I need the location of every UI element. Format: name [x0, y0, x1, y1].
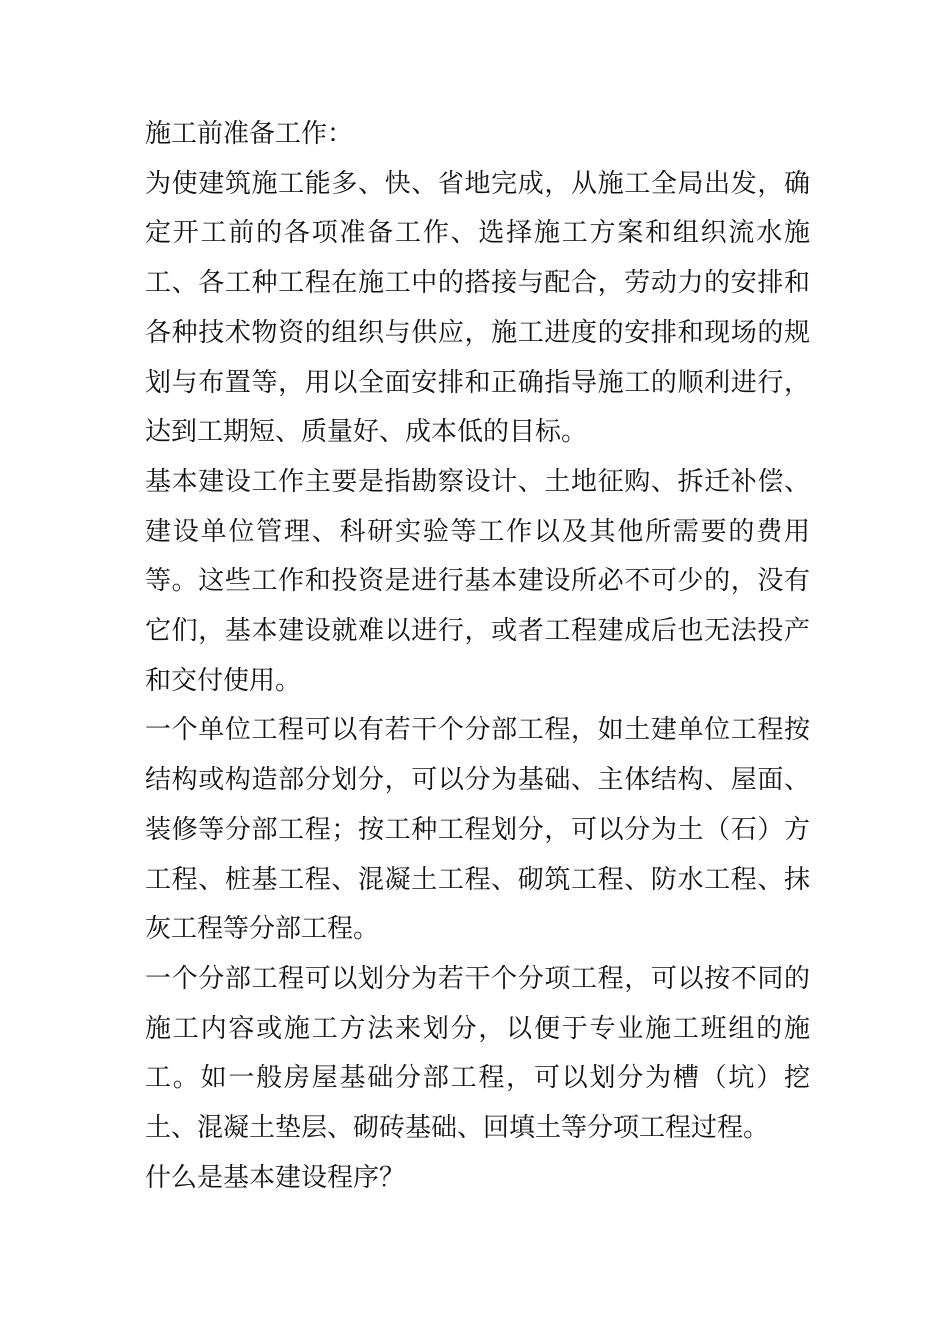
paragraph-division-project: 一个分部工程可以划分为若干个分项工程，可以按不同的施工内容或施工方法来划分，以便于专业施工班组的施工。如一般房屋基础分部工程，可以划分为槽（坑）挖土、混凝土垫层、砌砖基础、回填土等分项工程过程。 — [145, 963, 810, 1144]
paragraph-basic-construction-work: 基本建设工作主要是指勘察设计、土地征购、拆迁补偿、建设单位管理、科研实验等工作以及其他所需要的费用等。这些工作和投资是进行基本建设所必不可少的，没有它们，基本建设就难以进行，或者工程建成后也无法投产和交付使用。 — [145, 466, 810, 696]
heading-basic-construction-procedure: 什么是基本建设程序？ — [145, 1162, 406, 1193]
heading-preparation: 施工前准备工作： — [145, 119, 354, 149]
paragraph-unit-project: 一个单位工程可以有若干个分部工程，如土建单位工程按结构或构造部分划分，可以分为基础、主体结构、屋面、装修等分部工程；按工种工程划分，可以分为土（石）方工程、桩基工程、混凝土工程、砌筑工程、防水工程、抹灰工程等分部工程。 — [145, 715, 810, 945]
paragraph-construction-preparation: 为使建筑施工能多、快、省地完成，从施工全局出发，确定开工前的各项准备工作、选择施工方案和组织流水施工、各工种工程在施工中的搭接与配合，劳动力的安排和各种技术物资的组织与供应，施工进度的安排和现场的规划与布置等，用以全面安排和正确指导施工的顺利进行，达到工期短、质量好、成本低的目标。 — [145, 168, 810, 448]
document-body — [145, 110, 810, 1203]
